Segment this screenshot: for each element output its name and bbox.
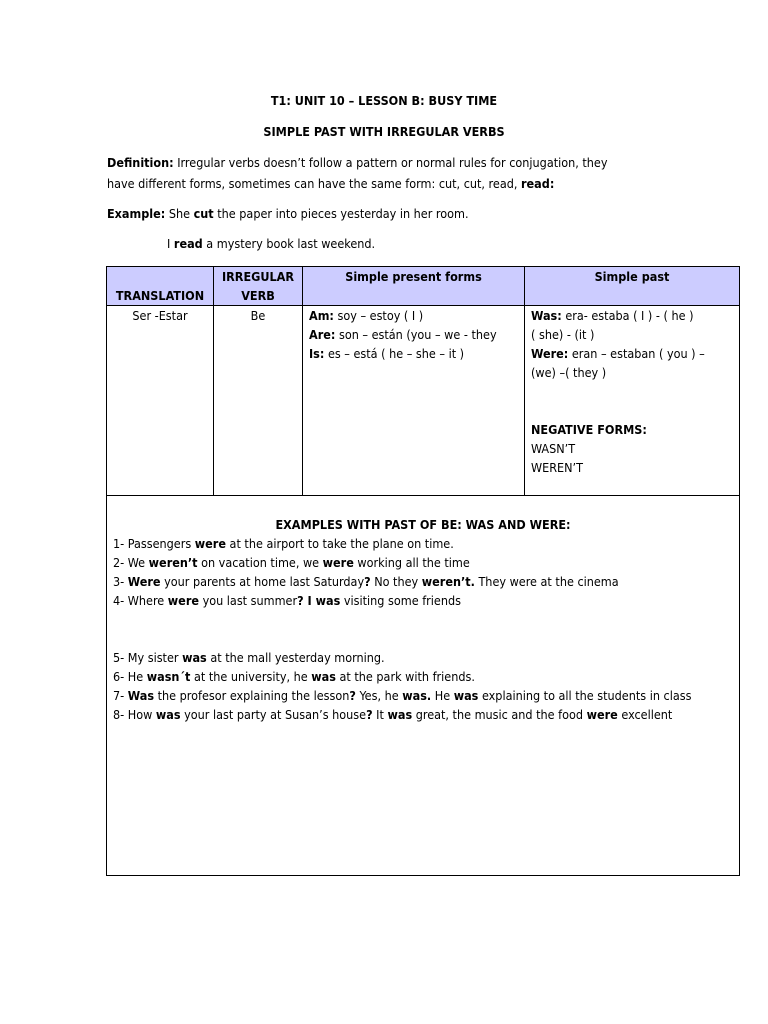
grammar-table <box>106 266 740 876</box>
present-bold: Are: <box>309 327 336 342</box>
header-irregular-line-1: IRREGULAR <box>221 269 295 284</box>
ex-bold: wasn´t <box>146 669 191 684</box>
example-sentence-1 <box>113 534 733 553</box>
example-bold: cut <box>193 206 214 221</box>
table-header-row <box>107 267 740 306</box>
spacer <box>531 382 733 420</box>
example-text: She <box>165 206 194 221</box>
ex-text: at the airport to take the plane on time. <box>225 536 454 551</box>
example-text: I <box>167 236 174 251</box>
cell-translation: Ser -Estar <box>107 306 214 496</box>
page-title: T1: UNIT 10 – LESSON B: BUSY TIME <box>270 93 498 108</box>
ex-bold: was <box>387 707 413 722</box>
past-were-line-1 <box>531 344 733 363</box>
ex-text: the profesor explaining the lesson <box>154 688 350 703</box>
ex-text: No they <box>370 574 422 589</box>
ex-text: visiting some friends <box>340 593 461 608</box>
ex-text: 1- Passengers <box>113 536 195 551</box>
ex-text: your last party at Susan’s house <box>180 707 367 722</box>
ex-bold: were <box>194 536 226 551</box>
example-sentence-8 <box>113 705 733 724</box>
ex-text: you last summer <box>199 593 298 608</box>
ex-text: It <box>372 707 388 722</box>
present-bold: Is: <box>309 346 325 361</box>
example-label: Example: <box>107 206 166 221</box>
example-text: the paper into pieces yesterday in her room. <box>213 206 469 221</box>
ex-text: working all the time <box>353 555 470 570</box>
past-were-line-2: (we) –( they ) <box>531 365 607 380</box>
ex-text: He <box>431 688 454 703</box>
ex-text: your parents at home last Saturday <box>160 574 365 589</box>
example-sentence-4 <box>113 591 733 610</box>
examples-cell <box>107 496 740 876</box>
example-sentence-3 <box>113 572 733 591</box>
ex-bold: was <box>453 688 479 703</box>
ex-bold: ? I was <box>297 593 341 608</box>
negative-form-werent: WEREN’T <box>531 460 583 475</box>
header-irregular-line-2: VERB <box>241 288 275 303</box>
cell-verb: Be <box>214 306 303 496</box>
ex-text: excellent <box>617 707 673 722</box>
definition-text-2: have different forms, sometimes can have the same form: cut, cut, read, <box>107 176 521 191</box>
present-text: son – están (you – we - they <box>335 327 497 342</box>
header-present: Simple present forms <box>303 267 525 306</box>
present-bold: Am: <box>309 308 334 323</box>
ex-text: 6- He <box>113 669 147 684</box>
ex-text: 2- We <box>113 555 149 570</box>
past-text: eran – estaban ( you ) – <box>568 346 705 361</box>
ex-bold: was <box>155 707 181 722</box>
past-bold: Was: <box>531 308 562 323</box>
ex-bold: was <box>182 650 207 665</box>
ex-text: at the park with friends. <box>335 669 475 684</box>
page-subtitle: SIMPLE PAST WITH IRREGULAR VERBS <box>263 124 505 139</box>
example-sentence-2 <box>113 553 733 572</box>
ex-bold: weren’t <box>148 555 198 570</box>
example-text: a mystery book last weekend. <box>202 236 376 251</box>
past-was-line-2: ( she) - (it ) <box>531 327 595 342</box>
ex-text: on vacation time, we <box>197 555 323 570</box>
examples-row <box>107 496 740 876</box>
cell-past <box>525 306 740 496</box>
definition-line-2 <box>107 174 554 193</box>
header-past: Simple past <box>525 267 740 306</box>
ex-text: 5- My sister <box>113 650 183 665</box>
present-are <box>309 325 518 344</box>
ex-bold: was. <box>402 688 432 703</box>
present-is <box>309 344 518 363</box>
ex-bold: ? <box>366 707 373 722</box>
present-text: es – está ( he – she – it ) <box>324 346 465 361</box>
definition-line-1 <box>107 153 608 172</box>
table-row <box>107 306 740 496</box>
ex-bold: were <box>322 555 354 570</box>
ex-text: Yes, he <box>355 688 403 703</box>
example-bold: read <box>173 236 203 251</box>
ex-bold: Was <box>127 688 155 703</box>
ex-bold: Were <box>127 574 161 589</box>
ex-bold: were <box>167 593 199 608</box>
ex-text: great, the music and the food <box>412 707 587 722</box>
example-line-1 <box>107 204 469 223</box>
present-am <box>309 306 518 325</box>
example-sentence-5 <box>113 648 733 667</box>
ex-text: at the university, he <box>190 669 312 684</box>
definition-label: Definition: <box>107 155 174 170</box>
definition-text-1: Irregular verbs doesn’t follow a pattern or normal rules for conjugation, they <box>173 155 608 170</box>
negative-form-wasnt: WASN’T <box>531 441 576 456</box>
cell-present <box>303 306 525 496</box>
ex-text: 3- <box>113 574 128 589</box>
ex-bold: ? <box>349 688 356 703</box>
past-was-line-1 <box>531 306 733 325</box>
ex-bold: weren’t. <box>421 574 475 589</box>
ex-bold: were <box>586 707 618 722</box>
past-text: era- estaba ( I ) - ( he ) <box>561 308 694 323</box>
example-sentence-7 <box>113 686 733 705</box>
ex-bold: was <box>311 669 336 684</box>
definition-bold-word: read: <box>521 176 555 191</box>
ex-text: at the mall yesterday morning. <box>206 650 385 665</box>
example-sentence-6 <box>113 667 733 686</box>
example-line-2 <box>167 234 375 253</box>
negative-forms-label: NEGATIVE FORMS: <box>531 422 647 437</box>
header-irregular-verb <box>214 267 303 306</box>
past-bold: Were: <box>531 346 569 361</box>
present-text: soy – estoy ( I ) <box>333 308 424 323</box>
ex-text: 7- <box>113 688 128 703</box>
ex-text: They were at the cinema <box>474 574 619 589</box>
header-translation: TRANSLATION <box>107 267 214 306</box>
spacer <box>113 610 733 648</box>
ex-text: 8- How <box>113 707 156 722</box>
ex-text: explaining to all the students in class <box>478 688 692 703</box>
ex-text: 4- Where <box>113 593 168 608</box>
examples-heading: EXAMPLES WITH PAST OF BE: WAS AND WERE: <box>275 517 571 532</box>
ex-bold: ? <box>364 574 371 589</box>
